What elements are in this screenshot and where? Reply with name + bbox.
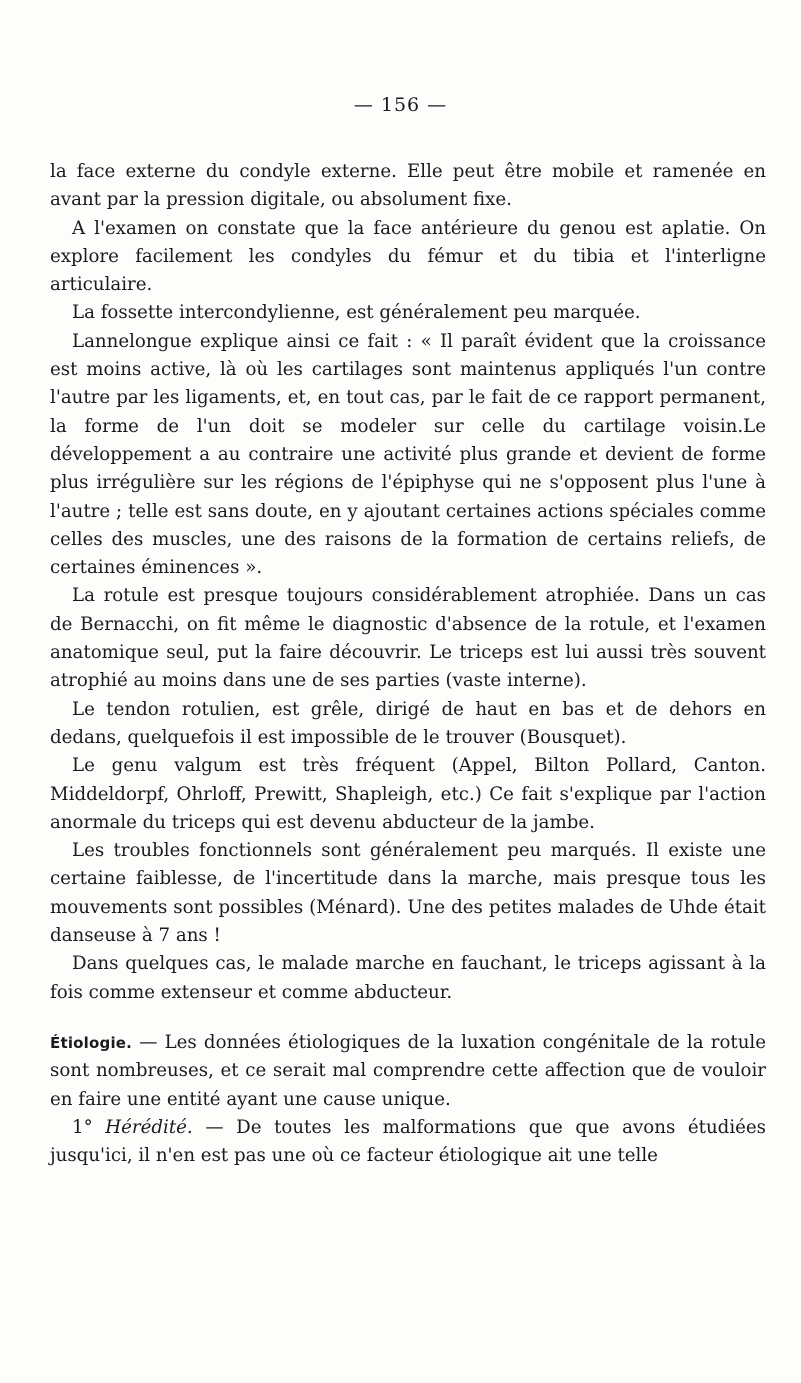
item-text: — De toutes les malformations que que avons étudiées jusqu'ici, il n'en est pas une où ce facteur étiologique ait une telle (50, 1116, 766, 1167)
heredity-paragraph (50, 1114, 766, 1171)
page-number: — 156 — (353, 94, 448, 116)
body-text (50, 158, 766, 1170)
paragraph: La fossette intercondylienne, est généralement peu marquée. (72, 302, 641, 324)
paragraph: Les troubles fonctionnels sont généralement peu marqués. Il existe une certaine faiblesse, de l'incertitude dans la marche, mais presque tous les mouvements sont possibles (Ménard). Une des petites malades de Uhde était danseuse à 7 ans ! (50, 840, 766, 947)
paragraph: Le tendon rotulien, est grêle, dirigé de haut en bas et de dehors en dedans, quelquefois il est impossible de le trouver (Bousquet). (50, 698, 766, 748)
paragraph: Lannelongue explique ainsi ce fait : « Il paraît évident que la croissance est moins active, là où les cartilages sont maintenus appliqués l'un contre l'autre par les ligaments, et, en tout cas, par le fait de ce rapport permanent, la forme de l'un doit se modeler sur celle du cartilage voisin.Le développement a au contraire une activité plus grande et devient de forme plus irrégulière sur les régions de l'épiphyse qui ne s'opposent plus l'une à l'autre ; telle est sans doute, en y ajoutant certaines actions spéciales comme celles des muscles, une des raisons de la formation de certains reliefs, de certaines éminences ». (50, 330, 766, 579)
paragraph: Dans quelques cas, le malade marche en fauchant, le triceps agissant à la fois comme extenseur et comme abducteur. (50, 953, 766, 1003)
etiology-paragraph (50, 1029, 766, 1114)
section-heading: Étiologie. (50, 1033, 133, 1052)
paragraph: la face externe du condyle externe. Elle peut être mobile et ramenée en avant par la pression digitale, ou absolument fixe. (50, 161, 766, 211)
item-number: 1° (72, 1116, 93, 1138)
item-title: Hérédité. (105, 1116, 193, 1138)
paragraph: La rotule est presque toujours considérablement atrophiée. Dans un cas de Bernacchi, on fit même le diagnostic d'absence de la rotule, et l'examen anatomique seul, put la faire découvrir. Le triceps est lui aussi très souvent atrophié au moins dans une de ses parties (vaste interne). (50, 585, 766, 692)
section-text: — Les données étiologiques de la luxation congénitale de la rotule sont nombreuses, et ce serait mal comprendre cette affection que de vouloir en faire une entité ayant une cause unique. (50, 1031, 766, 1110)
paragraph: A l'examen on constate que la face antérieure du genou est aplatie. On explore facilement les condyles du fémur et du tibia et l'interligne articulaire. (50, 217, 766, 296)
paragraph: Le genu valgum est très fréquent (Appel, Bilton Pollard, Canton. Middeldorpf, Ohrloff, Prewitt, Shapleigh, etc.) Ce fait s'explique par l'action anormale du triceps qui est devenu abducteur de la jambe. (50, 755, 766, 833)
